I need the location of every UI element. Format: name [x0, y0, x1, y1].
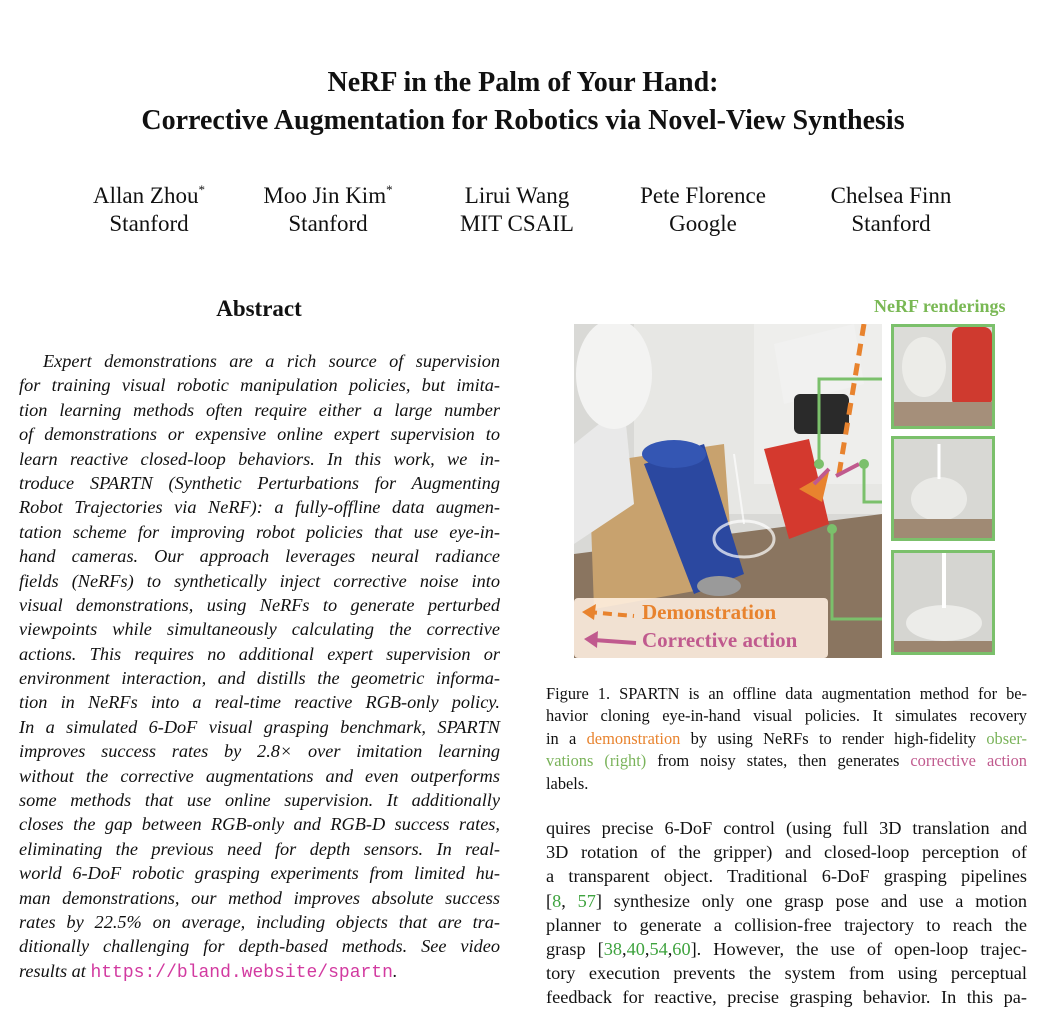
paper-title: [0, 64, 1046, 140]
figure-legend: [574, 598, 828, 658]
nerf-render-3: [891, 550, 995, 655]
citation-link[interactable]: 60: [672, 938, 691, 959]
author-3: [460, 182, 574, 238]
abstract-line: learn reactive closed-loop behaviors. In this work, we in-: [19, 448, 500, 469]
abstract-text: .: [392, 960, 398, 981]
author-4: [640, 182, 766, 238]
author-name: Pete Florence: [640, 183, 766, 208]
author-1: [93, 182, 205, 238]
author-affiliation: Stanford: [109, 211, 189, 236]
caption-observations-term: vations (right): [546, 751, 647, 771]
abstract-line: tion learning methods often require either a large number: [19, 399, 500, 420]
caption-text: from noisy states, then generates: [646, 751, 911, 771]
abstract-line: world 6-DoF robotic grasping experiments from limited hu-: [19, 863, 500, 884]
abstract-line: In a simulated 6-DoF visual grasping benchmark, SPARTN: [19, 716, 500, 737]
body-line: planner to generate a collision-free trajectory to reach the: [546, 914, 1027, 935]
abstract-line: Expert demonstrations are a rich source of supervision: [43, 351, 500, 371]
author-affiliation: Stanford: [288, 211, 368, 236]
caption-observations-term: obser-: [986, 728, 1027, 748]
legend-arrows-icon: [580, 598, 640, 658]
figure-1: [574, 294, 1014, 664]
abstract-line: without the corrective augmentations and even outperforms: [19, 765, 500, 786]
abstract-line: environment interaction, and distills the geometric informa-: [19, 668, 500, 689]
abstract-line: some methods that use online supervision. It additionally: [19, 790, 500, 811]
legend-corrective-action: Corrective action: [642, 628, 798, 652]
author-affiliation: Google: [669, 211, 737, 236]
equal-contribution-mark: *: [198, 182, 205, 197]
abstract-line: of demonstrations or expensive online expert supervision to: [19, 424, 500, 445]
abstract-heading: Abstract: [216, 296, 302, 321]
citation-link[interactable]: 54: [649, 938, 668, 959]
caption-line: labels.: [546, 773, 589, 793]
abstract-line: visual demonstrations, using NeRFs to generate perturbed: [19, 594, 500, 615]
body-text: [: [546, 890, 553, 911]
body-text: ,: [644, 938, 650, 959]
abstract-line: man demonstrations, our method improves absolute success: [19, 887, 500, 908]
citation-link[interactable]: 38: [603, 938, 622, 959]
body-text: ]. However, the use of open-loop trajec-: [690, 938, 1027, 959]
caption-line: Figure 1. SPARTN is an offline data augmentation method for be-: [546, 684, 1027, 703]
caption-text: by using NeRFs to render high-fidelity: [680, 728, 987, 748]
body-text: ] synthesize only one grasp pose and use a motion: [595, 890, 1027, 911]
author-affiliation: MIT CSAIL: [460, 211, 574, 236]
abstract-body: [19, 349, 500, 983]
author-name: Allan Zhou: [93, 183, 199, 208]
abstract-line: ditionally challenging for depth-based methods. See video: [19, 936, 500, 957]
body-line: quires precise 6-DoF control (using full 3D translation and: [546, 818, 1027, 838]
author-name: Lirui Wang: [464, 183, 570, 208]
body-text: ,: [667, 938, 673, 959]
body-text: ,: [561, 890, 578, 911]
abstract-line: fields (NeRFs) to synthetically inject corrective noise into: [19, 570, 500, 591]
caption-text: in a: [546, 728, 587, 748]
caption-corrective-term: corrective action: [910, 751, 1027, 771]
author-2: [263, 182, 392, 238]
nerf-render-2-image: [894, 439, 992, 538]
project-url-link[interactable]: https://bland.website/spartn: [90, 962, 393, 983]
body-line: 3D rotation of the gripper) and closed-loop perception of: [546, 842, 1027, 863]
citation-link[interactable]: 57: [577, 890, 596, 911]
abstract-line: [19, 959, 500, 983]
body-text: ,: [622, 938, 627, 959]
abstract-line: rates by 22.5% on average, including objects that are tra-: [19, 911, 500, 932]
author-name: Chelsea Finn: [830, 183, 952, 208]
abstract-line: tation scheme for improving robot policies that use eye-in-: [19, 521, 500, 542]
body-line: a transparent object. Traditional 6-DoF grasping pipelines: [546, 866, 1027, 887]
nerf-render-1: [891, 324, 995, 429]
caption-line: havior cloning eye-in-hand visual policies. It simulates recovery: [546, 706, 1027, 726]
title-line-2: Corrective Augmentation for Robotics via Novel-View Synthesis: [141, 105, 905, 136]
body-text-right-column: [546, 816, 1027, 1010]
caption-line: [546, 750, 1027, 772]
body-text: grasp [: [546, 938, 604, 959]
body-line: tory execution prevents the system from using perceptual: [546, 963, 1027, 984]
body-line: feedback for reactive, precise grasping behavior. In this pa-: [546, 987, 1027, 1008]
citation-link[interactable]: 40: [626, 938, 645, 959]
body-line: [546, 889, 1027, 913]
caption-demonstration-term: demonstration: [586, 728, 681, 748]
abstract-line: troduce SPARTN (Synthetic Perturbations for Augmenting: [19, 472, 500, 493]
legend-demonstration: Demonstration: [642, 600, 777, 624]
author-list: [0, 182, 1046, 252]
author-affiliation: Stanford: [851, 211, 931, 236]
title-line-1: NeRF in the Palm of Your Hand:: [327, 67, 719, 98]
abstract-line: hand cameras. Our approach leverages neural radiance: [19, 546, 500, 567]
abstract-text: results at: [19, 960, 91, 981]
abstract-line: Robot Trajectories via NeRF): a fully-offline data augmen-: [19, 497, 500, 518]
nerf-render-2: [891, 436, 995, 541]
abstract-line: viewpoints while simultaneously calculating the corrective: [19, 619, 500, 640]
caption-line: [546, 728, 1027, 750]
abstract-line: for training visual robotic manipulation policies, but imita-: [19, 375, 500, 396]
equal-contribution-mark: *: [386, 182, 393, 197]
author-5: [831, 182, 952, 238]
abstract-line: tion in NeRFs into a real-time reactive RGB-only policy.: [19, 692, 500, 713]
author-name: Moo Jin Kim: [263, 183, 387, 208]
figure-caption: [546, 683, 1027, 795]
nerf-renderings-label: NeRF renderings: [874, 296, 1006, 316]
abstract-line: closes the gap between RGB-only and RGB-D success rates,: [19, 814, 500, 835]
abstract-line: actions. This requires no additional expert supervision or: [19, 643, 500, 664]
nerf-render-1-image: [894, 327, 992, 426]
body-line: [546, 937, 1027, 961]
citation-link[interactable]: 8: [552, 890, 562, 911]
nerf-render-3-image: [894, 553, 992, 652]
abstract-line: improves success rates by 2.8× over imitation learning: [19, 741, 500, 762]
robot-scene-photo: [574, 324, 882, 658]
abstract-line: eliminating the previous need for depth sensors. In real-: [19, 838, 500, 859]
